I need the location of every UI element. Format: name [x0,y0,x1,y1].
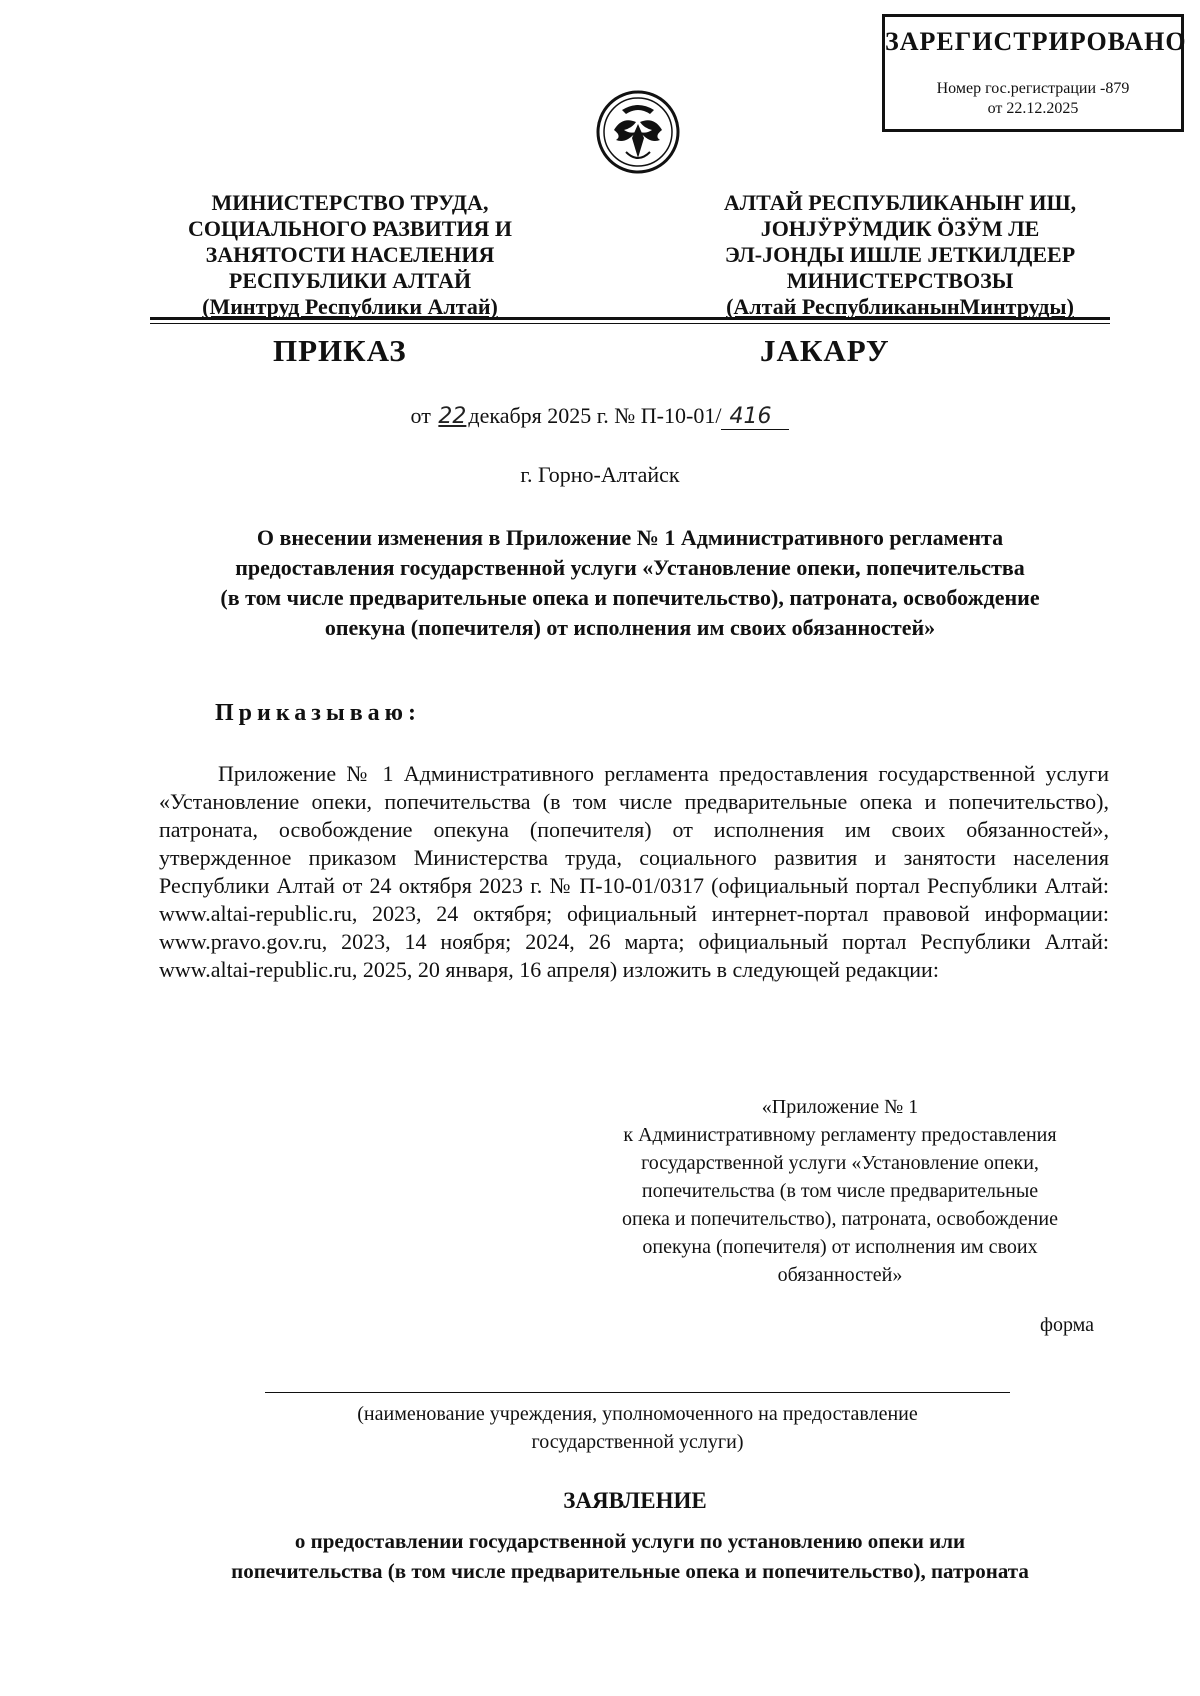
form-label: форма [1040,1314,1095,1336]
coat-of-arms-icon [592,86,684,176]
ministry-line-2: СОЦИАЛЬНОГО РАЗВИТИЯ И [188,216,512,241]
appendix-line-3: государственной услуги «Установление опеки, [641,1152,1039,1174]
registration-stamp [882,14,1187,132]
appendix-line-6: опекуна (попечителя) от исполнения им своих [642,1236,1038,1258]
date-prefix: от [410,403,437,428]
institution-line-2: государственной услуги) [531,1431,744,1453]
ministry-altai-line-1: АЛТАЙ РЕСПУБЛИКАНЫҤ ИШ, [723,190,1077,215]
institution-caption [265,1400,1010,1456]
ministry-altai-short-name: (Алтай РеспубликанынМинтруды) [726,294,1074,319]
handwritten-order-number: 416 [721,404,789,430]
ministry-line-4: РЕСПУБЛИКИ АЛТАЙ [228,268,472,293]
order-title-altai: ЈАКАРУ [760,333,890,368]
document-heading [150,523,1110,643]
handwritten-day: 22 [438,404,467,429]
stamp-reg-number: Номер гос.регистрации -879 [936,80,1130,97]
stamp-reg-date: от 22.12.2025 [987,100,1079,117]
order-title-russian: ПРИКАЗ [273,333,407,368]
application-line-2: попечительства (в том числе предварительные опека и попечительство), патроната [231,1559,1029,1583]
application-subtitle [150,1526,1110,1586]
city: г. Горно-Алтайск [520,462,680,487]
heading-line-2: предоставления государственной услуги «Установление опеки, попечительства [235,555,1025,580]
institution-blank-line [265,1392,1010,1393]
order-date-line [0,403,1200,430]
appendix-line-1: «Приложение № 1 [761,1096,919,1118]
header-divider-thick [150,317,1110,320]
heading-line-1: О внесении изменения в Приложение № 1 Административного регламента [256,525,1004,550]
application-line-1: о предоставлении государственной услуги по установлению опеки или [294,1529,966,1553]
appendix-line-2: к Административному регламенту предоставления [623,1124,1057,1146]
appendix-line-5: опека и попечительство), патроната, освобождение [622,1208,1058,1230]
appendix-line-4: попечительства (в том числе предварительные [641,1180,1039,1202]
stamp-title: ЗАРЕГИСТРИРОВАНО [885,27,1187,56]
ministry-name-altai [700,190,1100,320]
application-title: ЗАЯВЛЕНИЕ [563,1488,707,1513]
body-paragraph: Приложение № 1 Административного регламента предоставления государственной услуги «Установление опеки, попечительства (в том числе предварительные опека и попечительство), патроната, освобождение опекуна (попечителя) от исполнения им своих обязанностей», утвержденное приказом Министерства труда, социального развития и занятости населения Республики Алтай от 24 октября 2023 г. № П-10-01/0317 (официальный портал Республики Алтай: www.altai-republic.ru, 2023, 24 октября; официальный интернет-портал правовой информации: www.pravo.gov.ru, 2023, 14 ноября; 2024, 26 марта; официальный портал Республики Алтай: www.altai-republic.ru, 2025, 20 января, 16 апреля) изложить в следующей редакции: [159,761,1109,982]
ministry-line-1: МИНИСТЕРСТВО ТРУДА, [211,190,489,215]
header-divider-thin [150,323,1110,324]
ministry-altai-line-3: ЭЛ-ЈОНДЫ ИШЛЕ ЈЕТКИЛДЕЕР [724,242,1076,267]
appendix-reference [570,1093,1110,1289]
ministry-altai-line-4: МИНИСТЕРСТВОЗЫ [786,268,1014,293]
ministry-line-3: ЗАНЯТОСТИ НАСЕЛЕНИЯ [205,242,495,267]
ministry-altai-line-2: ЈОНЈӰРӰМДИК ӦЗӰМ ЛЕ [760,216,1040,241]
ministry-name-russian [150,190,550,320]
heading-line-3: (в том числе предварительные опека и попечительство), патроната, освобождение [220,585,1040,610]
orders-label: Приказываю: [215,700,421,726]
appendix-line-7: обязанностей» [777,1264,903,1286]
heading-line-4: опекуна (попечителя) от исполнения им своих обязанностей» [324,615,936,640]
institution-line-1: (наименование учреждения, уполномоченного на предоставление [357,1403,918,1425]
date-middle: декабря 2025 г. № П-10-01/ [468,403,722,428]
ministry-short-name: (Минтруд Республики Алтай) [202,294,498,319]
